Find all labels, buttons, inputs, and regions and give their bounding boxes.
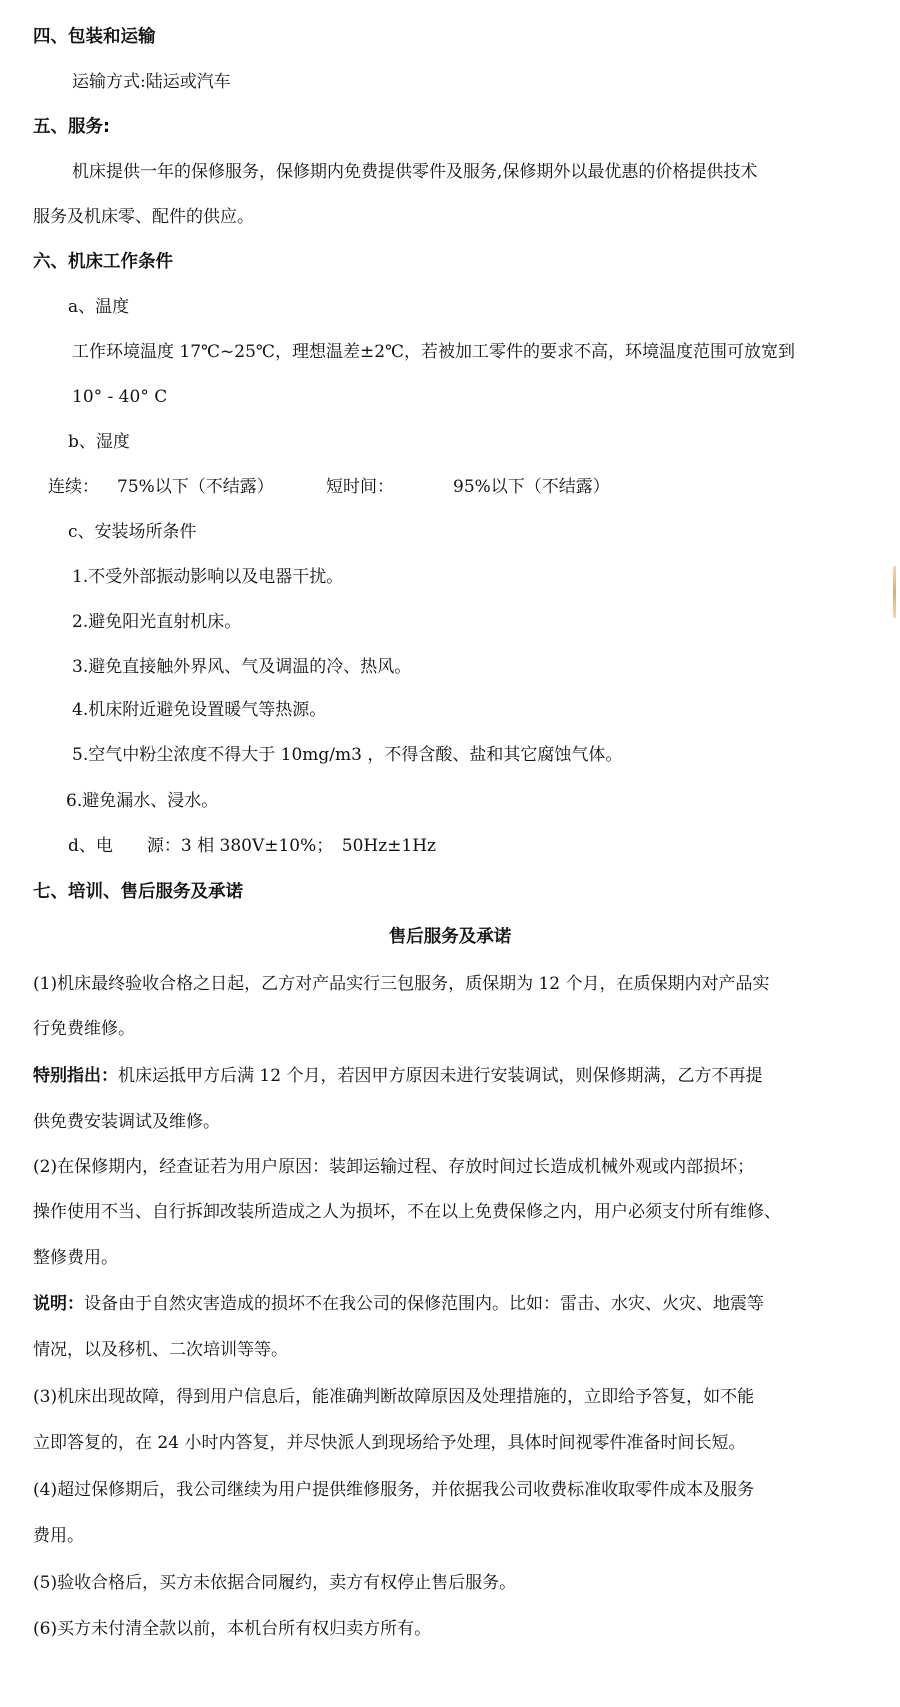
temperature-title: a、温度: [68, 297, 130, 317]
site-condition-item: 6.避免漏水、浸水。: [66, 791, 219, 811]
service-line-2: 服务及机床零、配件的供应。: [33, 207, 254, 227]
humidity-continuous-value: 75%以下（不结露）: [117, 477, 274, 497]
section-6-heading: 六、机床工作条件: [33, 252, 173, 272]
service-line-1: 机床提供一年的保修服务，保修期内免费提供零件及服务,保修期外以最优惠的价格提供技术: [72, 162, 758, 182]
clause-4-line-2: 费用。: [33, 1526, 84, 1546]
clause-2-line-1: (2)在保修期内，经查证若为用户原因：装卸运输过程、存放时间过长造成机械外观或内部损坏；: [33, 1157, 755, 1177]
clause-3-line-2: 立即答复的，在 24 小时内答复，并尽快派人到现场给予处理，具体时间视零件准备时间长短。: [33, 1433, 746, 1453]
clause-6: (6)买方未付清全款以前，本机台所有权归卖方所有。: [33, 1619, 432, 1639]
clause-1-line-2: 行免费维修。: [33, 1019, 135, 1039]
transport-method: 运输方式:陆运或汽车: [72, 72, 231, 92]
site-condition-item: 1.不受外部振动影响以及电器干扰。: [72, 567, 344, 587]
power-supply: d、电 源：3 相 380V±10%； 50Hz±1Hz: [68, 836, 437, 856]
humidity-title: b、湿度: [68, 432, 130, 452]
after-sales-subtitle: 售后服务及承诺: [388, 927, 512, 947]
temperature-line-2: 10° - 40° C: [72, 387, 168, 407]
page-edge-mark: [893, 566, 896, 618]
special-note-text: 机床运抵甲方后满 12 个月，若因甲方原因未进行安装调试，则保修期满，乙方不再提: [118, 1066, 763, 1086]
site-condition-item: 4.机床附近避免设置暖气等热源。: [72, 700, 327, 720]
explanation-line-1: [33, 1292, 764, 1316]
explanation-label: 说明：: [33, 1294, 84, 1314]
explanation-text: 设备由于自然灾害造成的损坏不在我公司的保修范围内。比如：雷击、水灾、火灾、地震等: [84, 1294, 764, 1314]
special-note-line-2: 供免费安装调试及维修。: [33, 1112, 220, 1132]
section-5-heading: 五、服务:: [33, 117, 110, 137]
clause-2-line-2: 操作使用不当、自行拆卸改装所造成之人为损坏，不在以上免费保修之内，用户必须支付所有维修、: [33, 1202, 781, 1222]
site-condition-item: 5.空气中粉尘浓度不得大于 10mg/m3 ，不得含酸、盐和其它腐蚀气体。: [72, 745, 623, 765]
clause-1-line-1: (1)机床最终验收合格之日起，乙方对产品实行三包服务，质保期为 12 个月，在质保期内对产品实: [33, 974, 770, 994]
clause-4-line-1: (4)超过保修期后，我公司继续为用户提供维修服务，并依据我公司收费标准收取零件成本及服务: [33, 1480, 755, 1500]
special-note-line-1: [33, 1064, 762, 1088]
explanation-line-2: 情况，以及移机、二次培训等等。: [33, 1340, 288, 1360]
humidity-short-label: 短时间：: [326, 477, 394, 497]
section-7-heading: 七、培训、售后服务及承诺: [33, 882, 243, 902]
humidity-continuous-label: 连续：: [48, 477, 99, 497]
temperature-line-1: 工作环境温度 17℃~25℃，理想温差±2℃，若被加工零件的要求不高，环境温度范围可放宽到: [72, 342, 796, 362]
clause-5: (5)验收合格后，买方未依据合同履约，卖方有权停止售后服务。: [33, 1573, 517, 1593]
special-note-label: 特别指出：: [33, 1066, 118, 1086]
humidity-short-value: 95%以下（不结露）: [453, 477, 610, 497]
section-4-heading: 四、包装和运输: [33, 27, 156, 47]
clause-3-line-1: (3)机床出现故障，得到用户信息后，能准确判断故障原因及处理措施的，立即给予答复，如不能: [33, 1387, 755, 1407]
site-condition-item: 3.避免直接触外界风、气及调温的冷、热风。: [72, 657, 412, 677]
clause-2-line-3: 整修费用。: [33, 1248, 118, 1268]
site-condition-item: 2.避免阳光直射机床。: [72, 612, 242, 632]
site-conditions-title: c、安装场所条件: [68, 522, 197, 542]
